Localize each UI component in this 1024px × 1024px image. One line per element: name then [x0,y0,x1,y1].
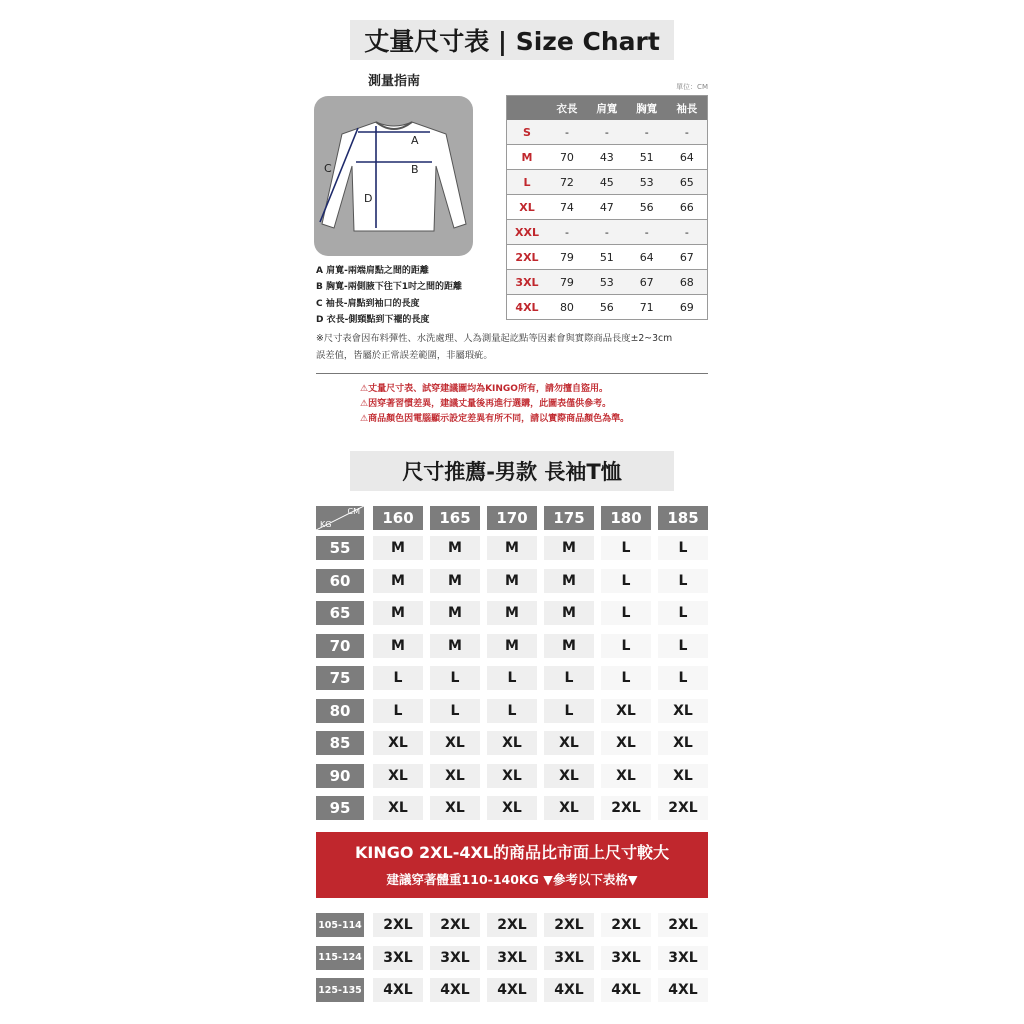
tolerance-note [316,330,716,364]
weight-range-header: 105-114 [316,913,364,937]
recommended-size: XL [430,796,480,820]
weight-header: 90 [316,764,364,788]
recommended-size: M [544,569,594,593]
recommended-size: 4XL [544,978,594,1002]
height-unit: CM [347,507,360,516]
recommended-size: L [658,601,708,625]
recommended-size: 3XL [544,946,594,970]
recommended-size: 2XL [430,913,480,937]
recommended-size: L [430,666,480,690]
note-line: 誤差值，皆屬於正常誤差範圍，非屬瑕疵。 [316,350,493,361]
recommended-size: 4XL [658,978,708,1002]
height-header: 175 [544,506,594,530]
recommended-size: XL [373,796,423,820]
definition-line: A 肩寬-兩端肩點之間的距離 [316,266,429,276]
recommended-size: L [601,569,651,593]
diagram-label-b: B [411,163,419,176]
recommended-size: M [373,536,423,560]
recommended-size: L [373,699,423,723]
diagram-label-d: D [364,192,373,205]
recommended-size: M [373,601,423,625]
size-row [507,270,708,295]
size-value: 64 [627,245,667,270]
size-value: 53 [627,170,667,195]
recommended-size: 3XL [373,946,423,970]
recommended-size: XL [373,731,423,755]
recommended-size: 4XL [373,978,423,1002]
recommended-size: 4XL [430,978,480,1002]
size-label: 3XL [507,270,548,295]
header-cell [507,96,548,121]
large-size-notice [316,832,708,898]
height-header: 185 [658,506,708,530]
size-row [507,145,708,170]
weight-header: 85 [316,731,364,755]
size-value: 51 [587,245,627,270]
warnings [360,382,629,427]
size-value: - [667,120,708,145]
size-value: 70 [547,145,587,170]
recommended-size: L [601,536,651,560]
recommended-size: XL [487,796,537,820]
weight-header: 65 [316,601,364,625]
recommended-size: XL [487,764,537,788]
recommended-size: 2XL [658,796,708,820]
size-value: 71 [627,295,667,320]
recommended-size: XL [658,764,708,788]
height-header: 165 [430,506,480,530]
size-label: 2XL [507,245,548,270]
recommended-size: 3XL [430,946,480,970]
recommended-size: 2XL [601,796,651,820]
weight-header: 55 [316,536,364,560]
recommended-size: M [430,536,480,560]
size-value: 51 [627,145,667,170]
size-value: - [667,220,708,245]
recommended-size: L [601,666,651,690]
size-row [507,220,708,245]
recommended-size: M [544,601,594,625]
recommended-size: XL [373,764,423,788]
size-value: - [627,120,667,145]
recommended-size: M [544,634,594,658]
recommended-size: 2XL [373,913,423,937]
recommended-size: M [430,569,480,593]
recommended-size: 2XL [601,913,651,937]
weight-header: 70 [316,634,364,658]
recommended-size: 2XL [544,913,594,937]
recommended-size: M [373,634,423,658]
recommended-size: L [658,536,708,560]
size-label: XL [507,195,548,220]
recommended-size: 2XL [487,913,537,937]
recommended-size: M [544,536,594,560]
size-value: 66 [667,195,708,220]
size-value: 79 [547,270,587,295]
recommended-size: XL [658,731,708,755]
recommended-size: M [430,601,480,625]
recommended-size: XL [487,731,537,755]
recommended-size: L [601,601,651,625]
notice-line-1: KINGO 2XL-4XL的商品比市面上尺寸較大 [354,843,670,862]
size-value: 56 [587,295,627,320]
recommended-size: 4XL [601,978,651,1002]
size-value: 64 [667,145,708,170]
recommended-size: 3XL [601,946,651,970]
header-cell: 袖長 [667,96,708,121]
weight-unit: KG [320,520,332,529]
weight-header: 60 [316,569,364,593]
recommended-size: M [430,634,480,658]
size-row [507,120,708,145]
size-table-header [507,96,708,121]
weight-header: 75 [316,666,364,690]
recommended-size: XL [601,764,651,788]
size-value: - [587,220,627,245]
warning-line: ⚠因穿著習慣差異，建議丈量後再進行選購，此圖表僅供參考。 [360,399,612,409]
recommended-size: L [544,666,594,690]
recommended-size: XL [658,699,708,723]
recommended-size: L [601,634,651,658]
size-value: 74 [547,195,587,220]
size-label: L [507,170,548,195]
recommended-size: L [658,569,708,593]
size-table [506,95,708,320]
recommended-size: 3XL [658,946,708,970]
size-row [507,295,708,320]
recommended-size: M [487,569,537,593]
definition-line: D 衣長-側頸點到下襬的長度 [316,314,430,325]
definition-line: B 胸寬-兩側腋下往下1吋之間的距離 [316,282,462,293]
size-value: - [587,120,627,145]
recommended-size: 3XL [487,946,537,970]
page-title: 丈量尺寸表 | Size Chart [350,20,674,60]
recommended-size: L [544,699,594,723]
size-value: 56 [627,195,667,220]
size-value: - [547,120,587,145]
warning-line: ⚠丈量尺寸表、試穿建議圖均為KINGO所有，請勿擅自盜用。 [360,384,608,394]
recommended-size: M [487,536,537,560]
size-label: XXL [507,220,548,245]
weight-header: 95 [316,796,364,820]
size-value: 47 [587,195,627,220]
header-cell: 肩寬 [587,96,627,121]
recommended-size: L [658,666,708,690]
size-value: 80 [547,295,587,320]
shirt-diagram [314,96,473,256]
size-value: 43 [587,145,627,170]
size-value: 45 [587,170,627,195]
notice-line-2: 建議穿著體重110-140KG ▼參考以下表格▼ [386,872,638,887]
definition-line: C 袖長-肩點到袖口的長度 [316,298,420,309]
size-label: S [507,120,548,145]
recommended-size: M [487,634,537,658]
height-header: 160 [373,506,423,530]
size-value: - [627,220,667,245]
size-row [507,195,708,220]
recommended-size: XL [544,764,594,788]
recommended-size: L [487,699,537,723]
recommended-size: XL [544,731,594,755]
size-value: 67 [667,245,708,270]
recommended-size: 2XL [658,913,708,937]
recommended-size: L [487,666,537,690]
recommended-size: XL [601,731,651,755]
size-value: 67 [627,270,667,295]
divider [316,373,708,374]
size-value: 68 [667,270,708,295]
height-header: 170 [487,506,537,530]
diagram-label-a: A [411,134,419,147]
size-value: 65 [667,170,708,195]
header-cell: 胸寬 [627,96,667,121]
header-cell: 衣長 [547,96,587,121]
recommended-size: L [373,666,423,690]
size-value: 79 [547,245,587,270]
size-label: 4XL [507,295,548,320]
size-value: 72 [547,170,587,195]
size-value: 53 [587,270,627,295]
grid-corner [316,506,364,530]
recommended-size: XL [544,796,594,820]
measurement-definitions [316,263,462,328]
height-header: 180 [601,506,651,530]
recommended-size: M [373,569,423,593]
recommended-size: XL [430,731,480,755]
size-value: - [547,220,587,245]
unit-label: 單位：CM [676,83,708,91]
recommended-size: 4XL [487,978,537,1002]
note-line: ※尺寸表會因布料彈性、水洗處理、人為測量起訖點等因素會與實際商品長度±2~3cm [316,333,673,344]
diagram-label-c: C [324,162,332,175]
size-row [507,170,708,195]
weight-range-header: 115-124 [316,946,364,970]
recommended-size: XL [430,764,480,788]
recommended-size: XL [601,699,651,723]
warning-line: ⚠商品顏色因電腦顯示設定差異有所不同，請以實際商品顏色為準。 [360,414,630,424]
recommend-title: 尺寸推薦-男款 長袖T恤 [350,451,674,491]
recommended-size: L [430,699,480,723]
weight-range-header: 125-135 [316,978,364,1002]
recommended-size: L [658,634,708,658]
weight-header: 80 [316,699,364,723]
measure-guide-heading: 測量指南 [368,74,421,89]
recommended-size: M [487,601,537,625]
size-value: 69 [667,295,708,320]
shirt-illustration [314,96,473,256]
size-label: M [507,145,548,170]
size-row [507,245,708,270]
